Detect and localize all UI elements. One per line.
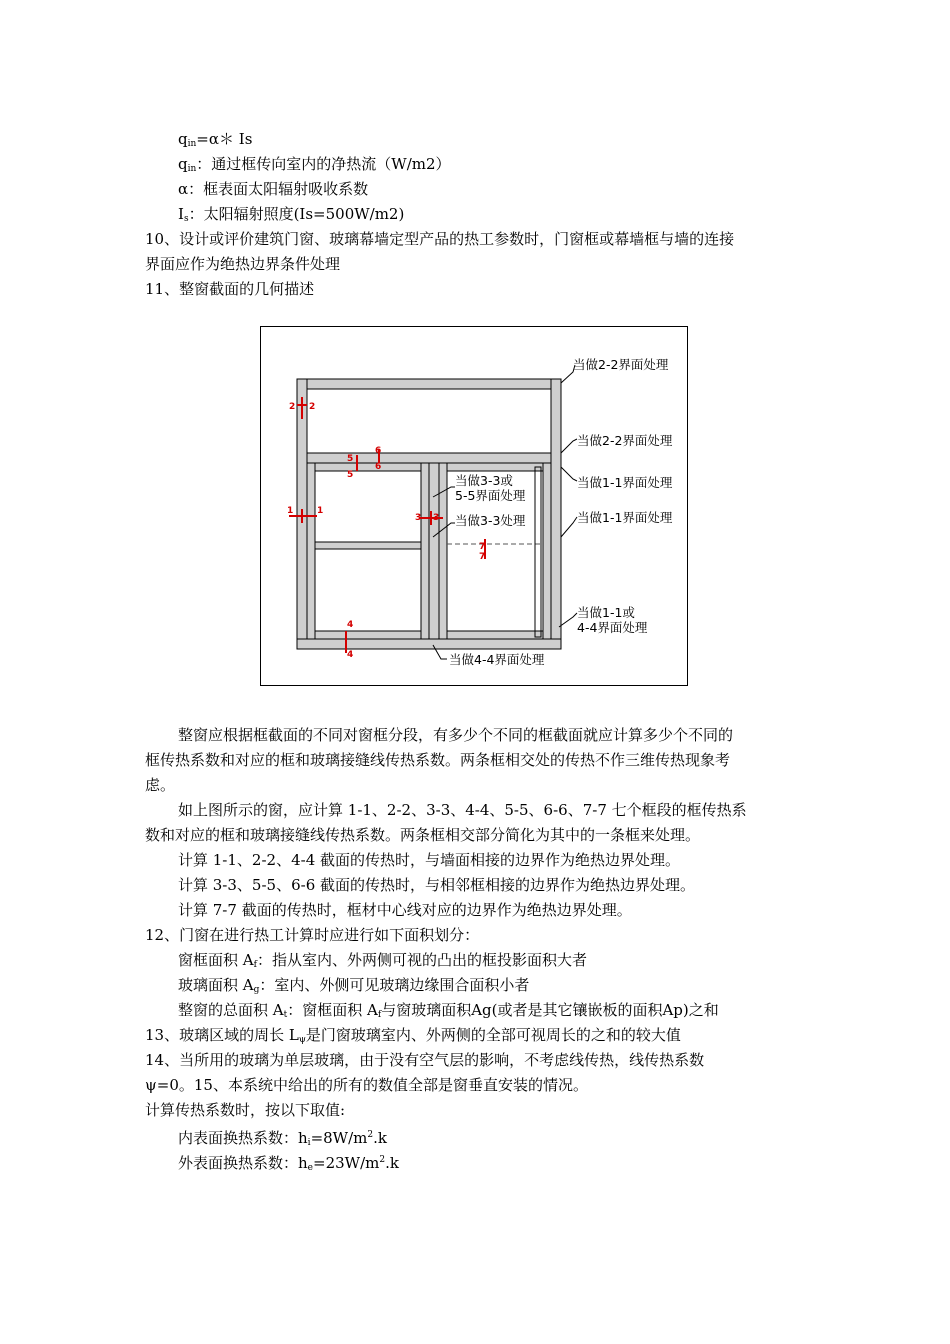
- he-unit: .k: [385, 1154, 399, 1172]
- para-10-line-2: 界面应作为绝热边界条件处理: [145, 255, 341, 273]
- af-text: ：指从室内、外两侧可视的凸出的框投影面积大者: [256, 951, 587, 969]
- body-p1-line-1: 整窗应根据框截面的不同对窗框分段，有多少个不同的框截面就应计算多少个不同的: [178, 726, 734, 744]
- para-11-heading: 11、整窗截面的几何描述: [145, 280, 315, 298]
- label-center-5-5: 5-5界面处理: [455, 488, 526, 503]
- at-text: 与窗玻璃面积Ag(或者是其它镶嵌板的面积Ap)之和: [381, 1001, 719, 1019]
- mark-2b: 2: [309, 402, 316, 412]
- mark-1b: 1: [317, 506, 324, 516]
- hi-value: =8W/m: [310, 1129, 368, 1147]
- sash-left-side: [307, 463, 315, 639]
- q-subscript: in: [187, 139, 197, 149]
- label-right-4-4: 4-4界面处理: [577, 620, 648, 635]
- sash-left-inner: [421, 463, 429, 639]
- label-right-1-1-b: 当做1-1界面处理: [577, 510, 673, 525]
- mark-3a: 3: [415, 513, 422, 523]
- mark-5a: 5: [347, 454, 354, 464]
- sash-left-bottom: [307, 631, 429, 639]
- outer-coefficient: [178, 1148, 399, 1180]
- p13-subscript: ψ: [298, 1035, 306, 1045]
- is-text: ：太阳辐射照度(Is=500W/m2): [188, 205, 405, 223]
- body-p1-line-3: 虑。: [145, 776, 176, 794]
- body-p12: 12、门窗在进行热工计算时应进行如下面积划分：: [145, 926, 480, 944]
- body-p3: 计算 1-1、2-2、4-4 截面的传热时，与墙面相接的边界作为绝热边界处理。: [178, 851, 681, 869]
- body-p4: 计算 3-3、5-5、6-6 截面的传热时，与相邻框相接的边界作为绝热边界处理。: [178, 876, 696, 894]
- af-subscript: f: [253, 960, 257, 970]
- i-symbol: I: [178, 205, 184, 223]
- hi-unit: .k: [373, 1129, 387, 1147]
- ag-text: ：室内、外侧可见玻璃边缘围合面积小者: [259, 976, 530, 994]
- label-top-2-2: 当做2-2界面处理: [573, 357, 669, 372]
- frame-mullion: [429, 463, 439, 639]
- at-mid: ：窗框面积 A: [287, 1001, 378, 1019]
- body-p14-line-2: ψ=0。15、本系统中给出的所有的数值全部是窗垂直安装的情况。: [145, 1076, 588, 1094]
- he-subscript: e: [307, 1163, 313, 1173]
- at-subscript: t: [283, 1010, 288, 1020]
- hi-subscript: i: [307, 1138, 311, 1148]
- label-center-3-3: 当做3-3处理: [455, 513, 526, 528]
- leader-3: [561, 467, 577, 481]
- mark-3b: 3: [433, 513, 440, 523]
- mark-1a: 1: [287, 506, 294, 516]
- sash-right-inner: [543, 463, 551, 639]
- sash-right-bottom: [439, 631, 551, 639]
- equation-rhs: =α＊ Is: [196, 130, 253, 148]
- he-label: 外表面换热系数：h: [178, 1154, 308, 1172]
- q-symbol: q: [178, 155, 188, 173]
- frame-right: [551, 379, 561, 649]
- mark-7a: 7: [479, 542, 486, 552]
- label-bottom-4-4: 当做4-4界面处理: [449, 652, 545, 667]
- mark-5b: 5: [347, 470, 354, 480]
- mark-6b: 6: [375, 462, 382, 472]
- sash-left-top: [307, 463, 429, 471]
- ag-subscript: g: [253, 985, 260, 995]
- window-frame-diagram: [261, 327, 689, 687]
- p13-pre: 13、玻璃区域的周长 L: [145, 1026, 299, 1044]
- label-center-3-3-or: 当做3-3或: [455, 473, 513, 488]
- mark-4b: 4: [347, 650, 354, 660]
- mark-2a: 2: [289, 402, 296, 412]
- body-p14-line-1: 14、当所用的玻璃为单层玻璃，由于没有空气层的影响，不考虑线传热，线传热系数: [145, 1051, 705, 1069]
- hi-superscript: 2: [367, 1130, 374, 1140]
- body-p2-line-2: 数和对应的框和玻璃接缝线传热系数。两条框相交部分简化为其中的一条框来处理。: [145, 826, 701, 844]
- mark-7b: 7: [479, 552, 486, 562]
- alpha-definition: α：框表面太阳辐射吸收系数: [178, 180, 369, 198]
- sash-left-middle: [307, 542, 429, 549]
- frame-bottom: [297, 639, 561, 649]
- body-calc: 计算传热系数时，按以下取值:: [145, 1101, 346, 1119]
- he-value: =23W/m: [313, 1154, 380, 1172]
- body-p1-line-2: 框传热系数和对应的框和玻璃接缝线传热系数。两条框相交处的传热不作三维传热现象考: [145, 751, 731, 769]
- q-subscript: in: [187, 164, 197, 174]
- para-10-line-1: 10、设计或评价建筑门窗、玻璃幕墙定型产品的热工参数时，门窗框或幕墙框与墙的连接: [145, 230, 735, 248]
- body-p5: 计算 7-7 截面的传热时，框材中心线对应的边界作为绝热边界处理。: [178, 901, 632, 919]
- at-subscript-2: f: [377, 1010, 382, 1020]
- hi-label: 内表面换热系数：h: [178, 1129, 308, 1147]
- sash-right-edge: [535, 467, 541, 637]
- frame-top: [297, 379, 561, 389]
- qin-text: ：通过框传向室内的净热流（W/m2）: [196, 155, 451, 173]
- p13-text: 是门窗玻璃室内、外两侧的全部可视周长的之和的较大值: [305, 1026, 681, 1044]
- leader-4: [561, 517, 577, 537]
- leader-5: [559, 613, 577, 627]
- af-label: 窗框面积 A: [178, 951, 254, 969]
- mark-6a: 6: [375, 446, 382, 456]
- frame-transom: [307, 453, 551, 463]
- mark-4a: 4: [347, 620, 354, 630]
- label-right-1-1-or: 当做1-1或: [577, 605, 635, 620]
- window-section-figure: [260, 326, 688, 686]
- leader-2: [561, 439, 577, 453]
- q-symbol: q: [178, 130, 188, 148]
- is-subscript: s: [183, 214, 189, 224]
- body-p2-line-1: 如上图所示的窗，应计算 1-1、2-2、3-3、4-4、5-5、6-6、7-7 七个框段的框传热系: [178, 801, 747, 819]
- label-transom-2-2: 当做2-2界面处理: [577, 433, 673, 448]
- he-superscript: 2: [379, 1155, 386, 1165]
- at-label: 整窗的总面积 A: [178, 1001, 284, 1019]
- sash-right-top: [439, 463, 551, 471]
- label-right-1-1-a: 当做1-1界面处理: [577, 475, 673, 490]
- ag-label: 玻璃面积 A: [178, 976, 254, 994]
